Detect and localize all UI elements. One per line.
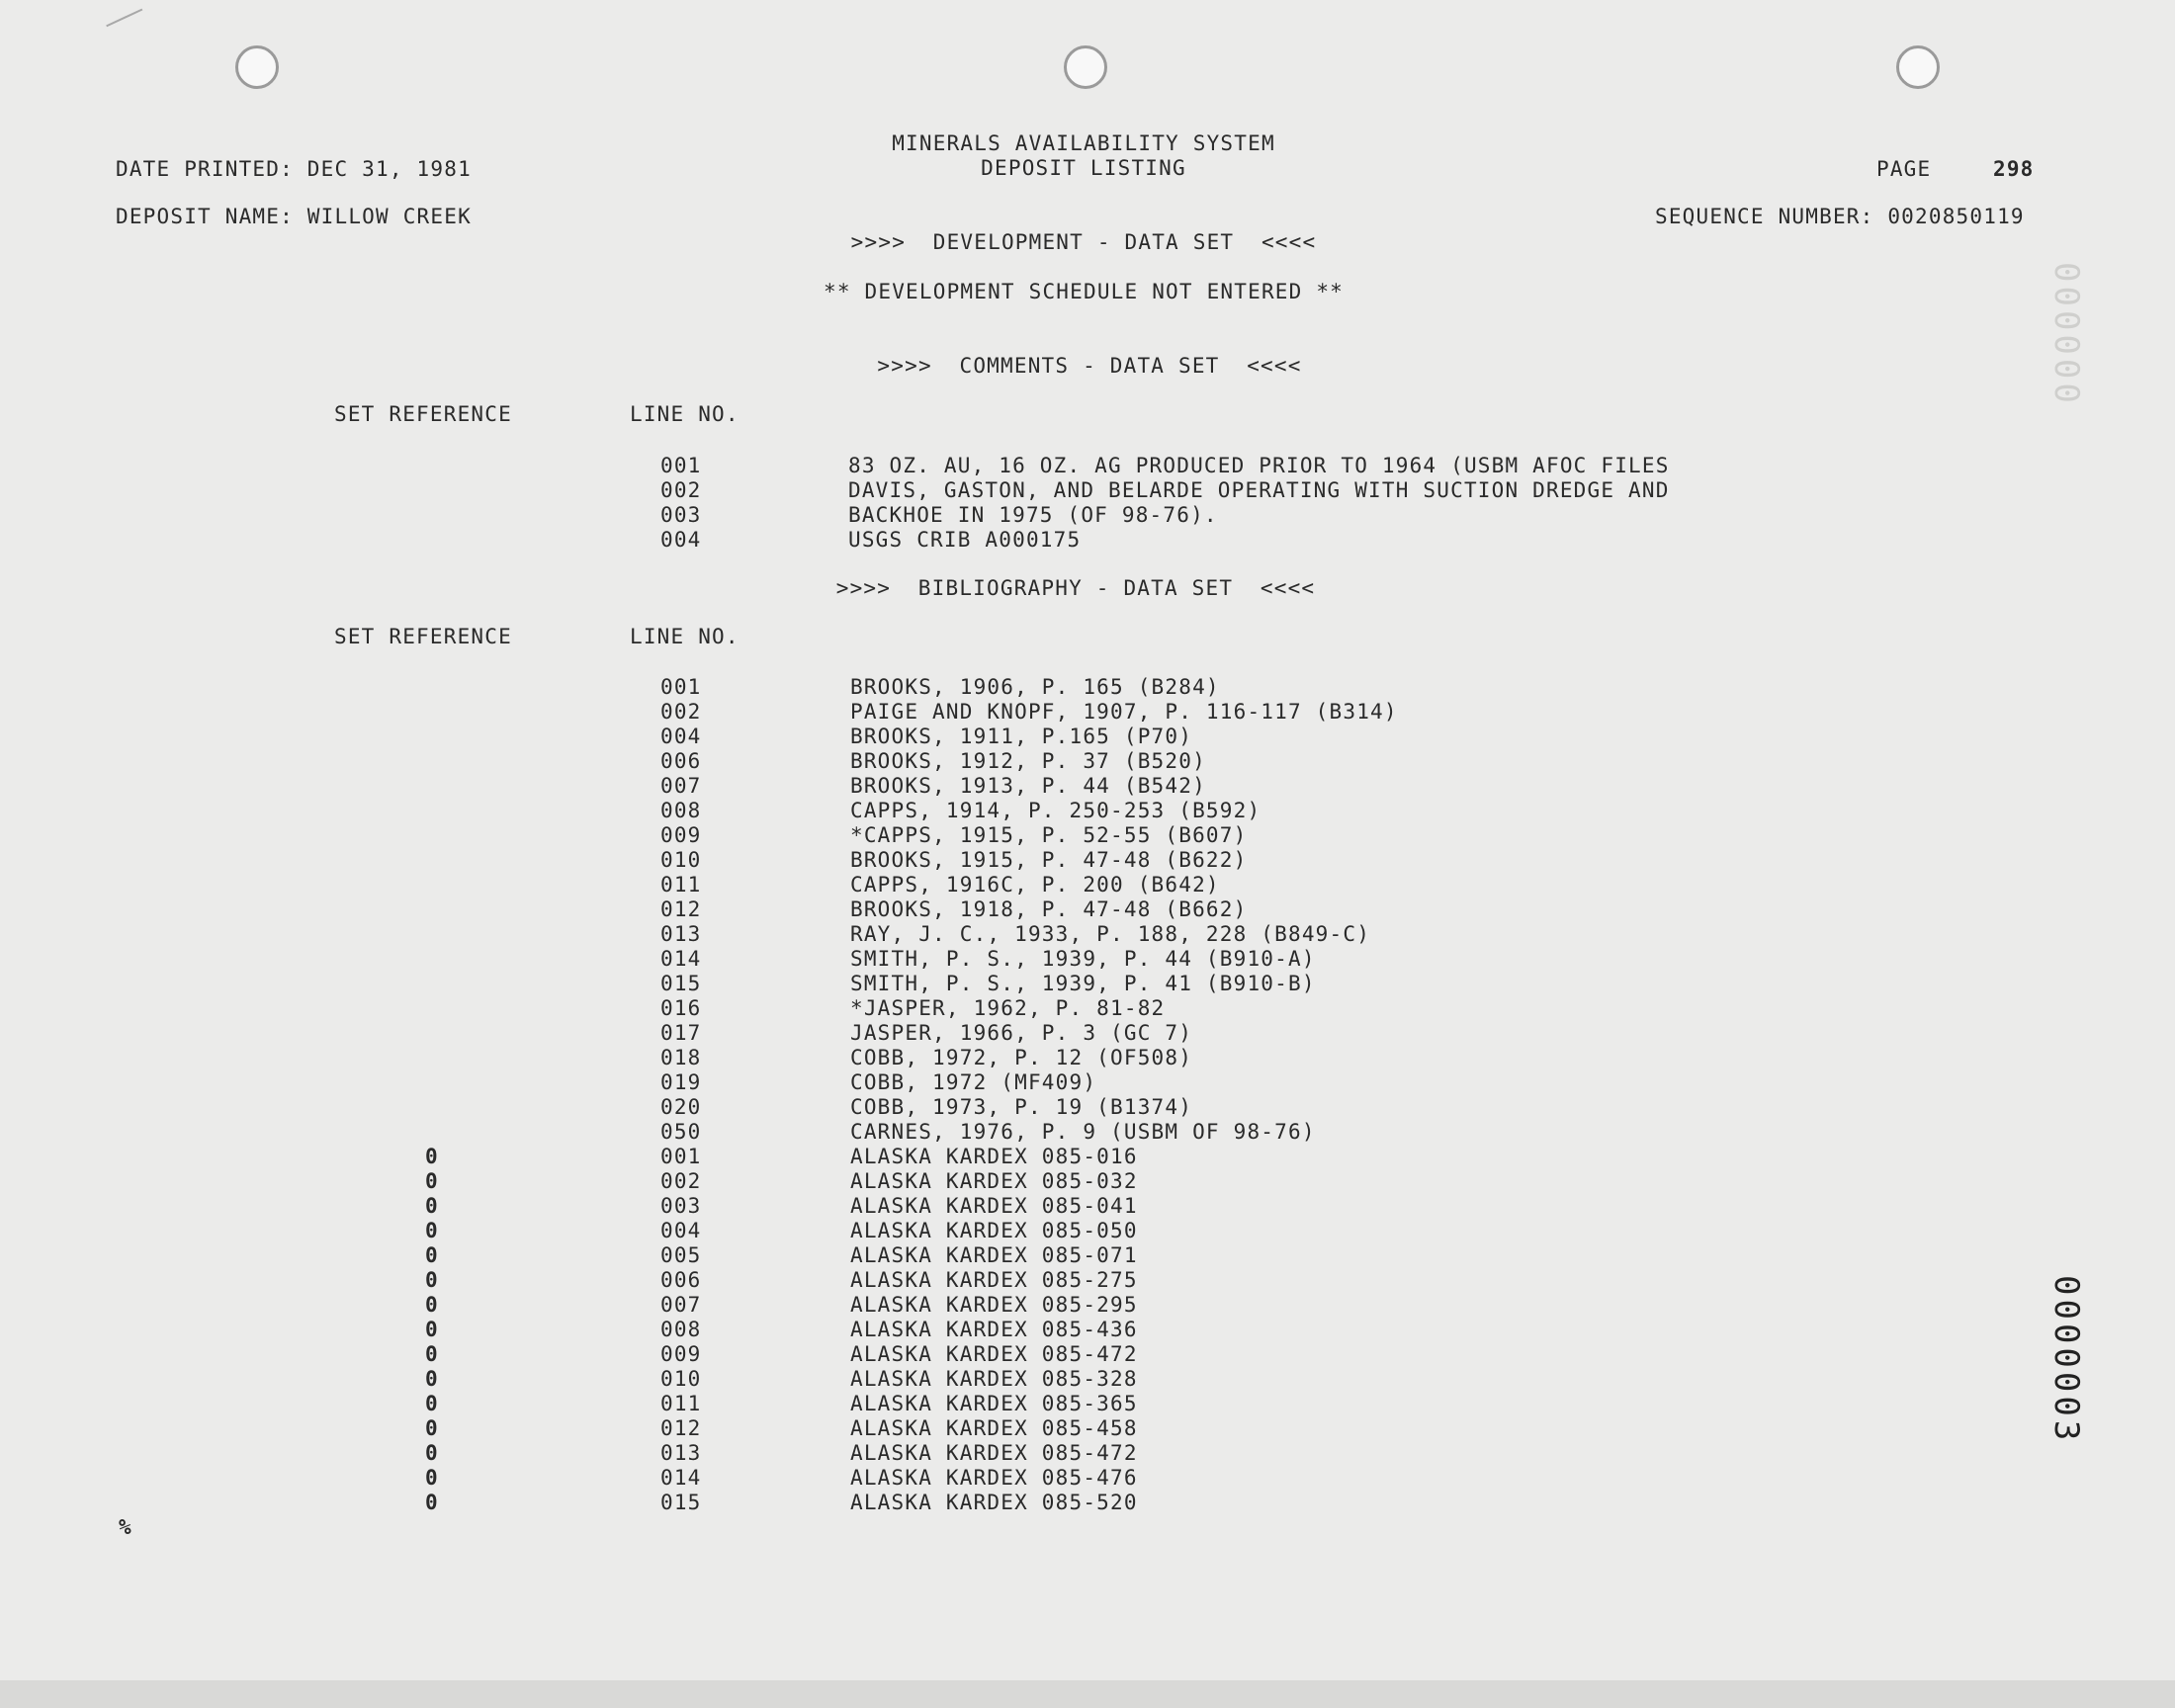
line-number-cell: 015 xyxy=(660,1491,702,1514)
table-row xyxy=(0,922,2175,947)
line-number-cell: 012 xyxy=(660,1416,702,1440)
table-row xyxy=(0,478,2175,503)
table-row xyxy=(0,1219,2175,1243)
line-number-cell: 004 xyxy=(660,528,702,552)
entry-text-cell: COBB, 1972, P. 12 (OF508) xyxy=(850,1046,1193,1069)
listing-title: DEPOSIT LISTING xyxy=(981,156,1186,180)
entry-text-cell: ALASKA KARDEX 085-436 xyxy=(850,1318,1138,1341)
entry-text-cell: BROOKS, 1911, P.165 (P70) xyxy=(850,725,1193,748)
entry-text-cell: BACKHOE IN 1975 (OF 98-76). xyxy=(848,503,1218,527)
table-row xyxy=(0,848,2175,873)
entry-text-cell: ALASKA KARDEX 085-016 xyxy=(850,1145,1138,1168)
comments-col-line-no: LINE NO. xyxy=(630,402,740,426)
sequence-number: SEQUENCE NUMBER: 0020850119 xyxy=(1655,205,2025,228)
table-row xyxy=(0,528,2175,553)
entry-text-cell: SMITH, P. S., 1939, P. 41 (B910-B) xyxy=(850,972,1316,995)
entry-text-cell: ALASKA KARDEX 085-365 xyxy=(850,1392,1138,1415)
table-row xyxy=(0,1169,2175,1194)
table-row xyxy=(0,873,2175,897)
entry-text-cell: CAPPS, 1916C, P. 200 (B642) xyxy=(850,873,1220,897)
table-row xyxy=(0,972,2175,996)
entry-text-cell: CAPPS, 1914, P. 250-253 (B592) xyxy=(850,799,1262,822)
line-number-cell: 002 xyxy=(660,478,702,502)
entry-text-cell: ALASKA KARDEX 085-041 xyxy=(850,1194,1138,1218)
punch-hole-left xyxy=(235,45,279,89)
table-row xyxy=(0,1070,2175,1095)
entry-text-cell: ALASKA KARDEX 085-328 xyxy=(850,1367,1138,1391)
set-reference-cell: 0 xyxy=(425,1318,439,1341)
deposit-name: DEPOSIT NAME: WILLOW CREEK xyxy=(116,205,472,228)
corner-scratch xyxy=(106,9,151,45)
table-row xyxy=(0,1367,2175,1392)
table-row xyxy=(0,1046,2175,1070)
line-number-cell: 002 xyxy=(660,1169,702,1193)
entry-text-cell: PAIGE AND KNOPF, 1907, P. 116-117 (B314) xyxy=(850,700,1398,724)
date-printed: DATE PRINTED: DEC 31, 1981 xyxy=(116,157,472,181)
table-row xyxy=(0,774,2175,799)
entry-text-cell: BROOKS, 1906, P. 165 (B284) xyxy=(850,675,1220,699)
table-row xyxy=(0,1268,2175,1293)
entry-text-cell: COBB, 1972 (MF409) xyxy=(850,1070,1097,1094)
entry-text-cell: *CAPPS, 1915, P. 52-55 (B607) xyxy=(850,823,1248,847)
line-number-cell: 011 xyxy=(660,873,702,897)
line-number-cell: 011 xyxy=(660,1392,702,1415)
entry-text-cell: ALASKA KARDEX 085-472 xyxy=(850,1342,1138,1366)
entry-text-cell: ALASKA KARDEX 085-275 xyxy=(850,1268,1138,1292)
line-number-cell: 006 xyxy=(660,1268,702,1292)
table-row xyxy=(0,1491,2175,1515)
comments-col-set-reference: SET REFERENCE xyxy=(334,402,512,426)
faint-frame-number: 000000 xyxy=(2046,262,2086,407)
line-number-cell: 015 xyxy=(660,972,702,995)
line-number-cell: 017 xyxy=(660,1021,702,1045)
entry-text-cell: 83 OZ. AU, 16 OZ. AG PRODUCED PRIOR TO 1964 (USBM AFOC FILES xyxy=(848,454,1670,477)
entry-text-cell: ALASKA KARDEX 085-050 xyxy=(850,1219,1138,1242)
table-row xyxy=(0,1120,2175,1145)
line-number-cell: 010 xyxy=(660,848,702,872)
entry-text-cell: JASPER, 1966, P. 3 (GC 7) xyxy=(850,1021,1193,1045)
line-number-cell: 010 xyxy=(660,1367,702,1391)
table-row xyxy=(0,1416,2175,1441)
line-number-cell: 004 xyxy=(660,725,702,748)
table-row xyxy=(0,503,2175,528)
line-number-cell: 009 xyxy=(660,823,702,847)
entry-text-cell: ALASKA KARDEX 085-472 xyxy=(850,1441,1138,1465)
line-number-cell: 014 xyxy=(660,1466,702,1490)
set-reference-cell: 0 xyxy=(425,1392,439,1415)
table-row xyxy=(0,1342,2175,1367)
line-number-cell: 004 xyxy=(660,1219,702,1242)
table-row xyxy=(0,1441,2175,1466)
table-row xyxy=(0,1392,2175,1416)
line-number-cell: 009 xyxy=(660,1342,702,1366)
set-reference-cell: 0 xyxy=(425,1145,439,1168)
bibliography-col-set-reference: SET REFERENCE xyxy=(334,625,512,648)
line-number-cell: 019 xyxy=(660,1070,702,1094)
set-reference-cell: 0 xyxy=(425,1169,439,1193)
set-reference-cell: 0 xyxy=(425,1268,439,1292)
set-reference-cell: 0 xyxy=(425,1441,439,1465)
frame-number: 0000003 xyxy=(2046,1275,2086,1445)
set-reference-cell: 0 xyxy=(425,1243,439,1267)
entry-text-cell: BROOKS, 1918, P. 47-48 (B662) xyxy=(850,897,1248,921)
table-row xyxy=(0,1243,2175,1268)
set-reference-cell: 0 xyxy=(425,1416,439,1440)
set-reference-cell: 0 xyxy=(425,1466,439,1490)
set-reference-cell: 0 xyxy=(425,1219,439,1242)
entry-text-cell: DAVIS, GASTON, AND BELARDE OPERATING WITH SUCTION DREDGE AND xyxy=(848,478,1670,502)
line-number-cell: 050 xyxy=(660,1120,702,1144)
line-number-cell: 006 xyxy=(660,749,702,773)
table-row xyxy=(0,749,2175,774)
development-note: ** DEVELOPMENT SCHEDULE NOT ENTERED ** xyxy=(823,280,1345,303)
comments-heading: >>>> COMMENTS - DATA SET <<<< xyxy=(877,354,1302,378)
set-reference-cell: 0 xyxy=(425,1367,439,1391)
line-number-cell: 002 xyxy=(660,700,702,724)
entry-text-cell: ALASKA KARDEX 085-295 xyxy=(850,1293,1138,1317)
entry-text-cell: RAY, J. C., 1933, P. 188, 228 (B849-C) xyxy=(850,922,1371,946)
table-row xyxy=(0,675,2175,700)
entry-text-cell: BROOKS, 1912, P. 37 (B520) xyxy=(850,749,1206,773)
table-row xyxy=(0,823,2175,848)
punch-hole-center xyxy=(1064,45,1107,89)
percent-mark: % xyxy=(119,1515,132,1539)
table-row xyxy=(0,1021,2175,1046)
entry-text-cell: BROOKS, 1913, P. 44 (B542) xyxy=(850,774,1206,798)
line-number-cell: 001 xyxy=(660,454,702,477)
entry-text-cell: *JASPER, 1962, P. 81-82 xyxy=(850,996,1166,1020)
table-row xyxy=(0,947,2175,972)
set-reference-cell: 0 xyxy=(425,1293,439,1317)
table-row xyxy=(0,454,2175,478)
line-number-cell: 018 xyxy=(660,1046,702,1069)
entry-text-cell: ALASKA KARDEX 085-520 xyxy=(850,1491,1138,1514)
line-number-cell: 008 xyxy=(660,1318,702,1341)
line-number-cell: 003 xyxy=(660,503,702,527)
development-heading: >>>> DEVELOPMENT - DATA SET <<<< xyxy=(850,230,1317,254)
line-number-cell: 003 xyxy=(660,1194,702,1218)
line-number-cell: 007 xyxy=(660,774,702,798)
table-row xyxy=(0,1466,2175,1491)
table-row xyxy=(0,799,2175,823)
punch-hole-right xyxy=(1896,45,1940,89)
scan-bottom-edge xyxy=(0,1680,2175,1708)
table-row xyxy=(0,1293,2175,1318)
table-row xyxy=(0,1095,2175,1120)
line-number-cell: 013 xyxy=(660,922,702,946)
entry-text-cell: COBB, 1973, P. 19 (B1374) xyxy=(850,1095,1193,1119)
table-row xyxy=(0,700,2175,725)
bibliography-heading: >>>> BIBLIOGRAPHY - DATA SET <<<< xyxy=(835,576,1316,600)
set-reference-cell: 0 xyxy=(425,1342,439,1366)
line-number-cell: 020 xyxy=(660,1095,702,1119)
line-number-cell: 005 xyxy=(660,1243,702,1267)
entry-text-cell: SMITH, P. S., 1939, P. 44 (B910-A) xyxy=(850,947,1316,971)
line-number-cell: 008 xyxy=(660,799,702,822)
table-row xyxy=(0,897,2175,922)
table-row xyxy=(0,996,2175,1021)
table-row xyxy=(0,1318,2175,1342)
entry-text-cell: CARNES, 1976, P. 9 (USBM OF 98-76) xyxy=(850,1120,1316,1144)
table-row xyxy=(0,1145,2175,1169)
line-number-cell: 013 xyxy=(660,1441,702,1465)
set-reference-cell: 0 xyxy=(425,1491,439,1514)
line-number-cell: 001 xyxy=(660,675,702,699)
line-number-cell: 001 xyxy=(660,1145,702,1168)
table-row xyxy=(0,1194,2175,1219)
table-row xyxy=(0,725,2175,749)
entry-text-cell: BROOKS, 1915, P. 47-48 (B622) xyxy=(850,848,1248,872)
entry-text-cell: USGS CRIB A000175 xyxy=(848,528,1082,552)
entry-text-cell: ALASKA KARDEX 085-476 xyxy=(850,1466,1138,1490)
system-title: MINERALS AVAILABILITY SYSTEM xyxy=(892,131,1275,155)
line-number-cell: 016 xyxy=(660,996,702,1020)
entry-text-cell: ALASKA KARDEX 085-032 xyxy=(850,1169,1138,1193)
entry-text-cell: ALASKA KARDEX 085-458 xyxy=(850,1416,1138,1440)
bibliography-col-line-no: LINE NO. xyxy=(630,625,740,648)
entry-text-cell: ALASKA KARDEX 085-071 xyxy=(850,1243,1138,1267)
set-reference-cell: 0 xyxy=(425,1194,439,1218)
line-number-cell: 007 xyxy=(660,1293,702,1317)
line-number-cell: 014 xyxy=(660,947,702,971)
line-number-cell: 012 xyxy=(660,897,702,921)
page-number: 298 xyxy=(1993,157,2035,181)
page-label: PAGE xyxy=(1876,157,1932,181)
